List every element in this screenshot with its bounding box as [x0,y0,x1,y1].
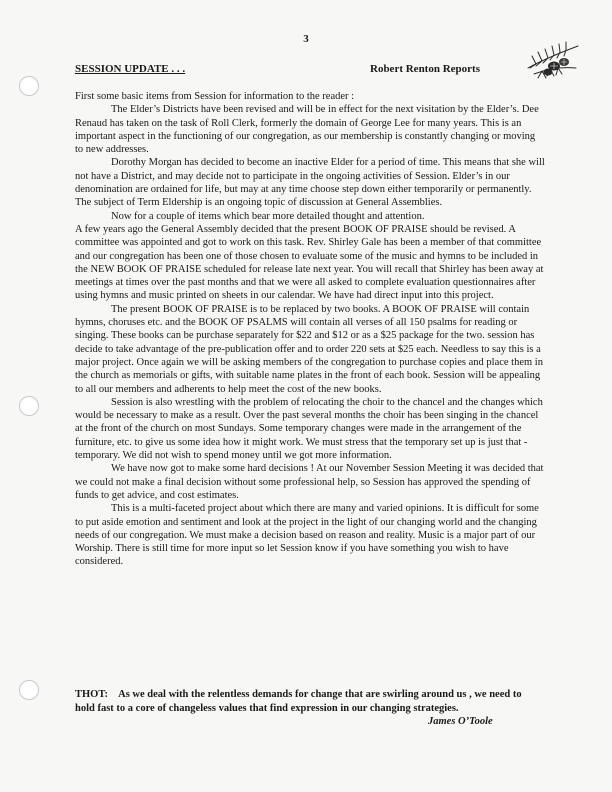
body-paragraph: Session is also wrestling with the problem of relocating the choir to the chancel and the changes which would be necessary to make as a result. Over the past several months the choir has been singing in the chancel at the front of the church on most Sundays. Some temporary changes were made in the arrangement of the furniture, etc. to give us some idea how it might work. We must stress that the temporary set up is just that - temporary. We did not wish to spend money until we got more information. [75,396,543,462]
body-paragraph: This is a multi-faceted project about which there are many and varied opinions. It is difficult for some to put aside emotion and sentiment and look at the project in the light of our changing world and the changing needs of our congregation. We must make a decision based on reason and reality. Music is a major part of our Worship. There is still time for more input so let Session know if you have something you wish to have considered. [75,503,539,568]
body-paragraph: Now for a couple of items which bear more detailed thought and attention. [111,210,425,222]
report-title: Robert Renton Reports [370,63,480,75]
thought-quote [75,688,535,716]
punch-hole-bottom [19,680,39,700]
article-body [75,90,545,569]
punch-hole-middle [19,396,39,416]
page-number: 3 [303,33,309,45]
body-paragraph: Dorothy Morgan has decided to become an inactive Elder for a period of time. This means that she will not have a District, and may decide not to participate in the ongoing activities of Session. Elder’s in our denomination are ordained for life, but may at any time choose step down either temporarily or permanently. The subject of Term Eldership is an ongoing topic of discussion at General Assemblies. [75,157,545,209]
body-paragraph: The present BOOK OF PRAISE is to be replaced by two books. A BOOK OF PRAISE will contain hymns, choruses etc. and the BOOK OF PSALMS will contain all verses of all 150 psalms for reading or singing. These books can be purchase separately for $22 and $12 or as a $25 package for the two. session has decide to take advantage of the pre-publication offer and to order 220 sets at $25 each. Needless to say this is a major project. Once again we will be asking members of the congregation to purchase copies and place them in the church as memorials or gifts, with suitable name plates in the front of each book. Session will be appealing to all our members and adherents to help meet the cost of the new books. [75,303,543,395]
punch-hole-top [19,76,39,96]
pine-branch-icon [524,38,582,80]
thought-text: As we deal with the relentless demands for change that are swirling around us , we need to hold fast to a core of changeless values that find expression in our changing strategies. [75,689,522,714]
quote-author: James O’Toole [428,716,493,727]
section-title: SESSION UPDATE . . . [75,63,186,75]
body-paragraph: We have now got to make some hard decisions ! At our November Session Meeting it was decided that we could not make a final decision without some professional help, so Session has approved the spending of funds to get advice, and cost estimates. [75,463,544,501]
intro-paragraph: First some basic items from Session for information to the reader : [75,91,355,102]
thought-label: THOT: [75,689,109,700]
body-paragraph: A few years ago the General Assembly decided that the present BOOK OF PRAISE should be revised. A committee was appointed and got to work on this task. Rev. Shirley Gale has been a member of that committee and our congregation has been one of those chosen to evaluate some of the music and hymns to be included in the NEW BOOK OF PRAISE scheduled for release late next year. You will recall that Shirley has been away at meetings at times over the past months and that we were all asked to complete evaluation questionnaires after using hymns and music printed on sheets in our calendar. We have had direct input into this project. [75,223,544,302]
body-paragraph: The Elder’s Districts have been revised and will be in effect for the next visitation by the Elder’s. Dee Renaud has taken on the task of Roll Clerk, formerly the domain of George Lee for many years. This is an important aspect in the functioning of our congregation, as our membership is constantly changing or moving to new addresses. [75,104,539,156]
